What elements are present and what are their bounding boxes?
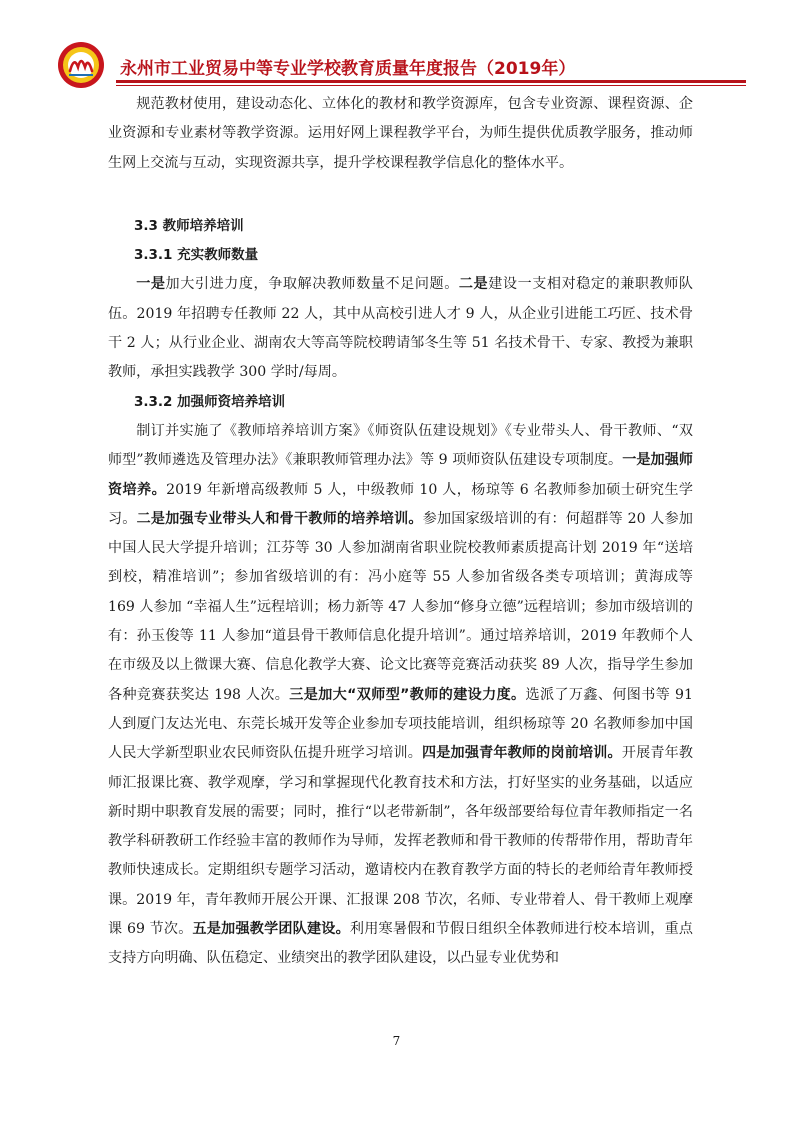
page-number: 7 xyxy=(392,1034,401,1048)
paragraph-text: 制订并实施了《教师培养培训方案》《师资队伍建设规划》《专业带头人、骨干教师、“双师型”教师遴选及管理办法》《兼职教师管理办法》等 9 项师资队伍建设专项制度。 xyxy=(108,422,693,469)
school-emblem-icon xyxy=(56,40,106,90)
paragraph-teaching-resources: 规范教材使用，建设动态化、立体化的教材和教学资源库，包含专业资源、课程资源、企业资源和专业素材等教学资源。运用好网上课程教学平台，为师生提供优质教学服务，推动师生网上交流与互动，实现资源共享，提升学校课程教学信息化的整体水平。 xyxy=(108,96,693,171)
section-heading-3-3: 3.3 教师培养培训 xyxy=(134,217,244,234)
report-title: 永州市工业贸易中等专业学校教育质量年度报告（2019年） xyxy=(120,59,576,79)
section-heading-3-3-1: 3.3.1 充实教师数量 xyxy=(134,247,259,264)
emphasis-text: 二是 xyxy=(458,276,489,293)
document-body xyxy=(108,90,693,974)
section-gap xyxy=(108,178,693,204)
paragraph-text: 开展青年教师汇报课比赛、教学观摩，学习和掌握现代化教育技术和方法，打好坚实的业务基础，以适应新时期中职教育发展的需要；同时，推行“以老带新制”，各年级部要给每位青年教师指定一名教学科研教研工作经验丰富的教师作为导师，发挥老教师和骨干教师的传帮带作用，帮助青年教师快速成长。定期组织专题学习活动，邀请校内在教育教学方面的特长的老师给青年教师授课。2019 年，青年教师开展公开课、汇报课 208 节次，名师、专业带着人、骨干教师上观摩课 69 节次。 xyxy=(108,745,694,938)
header-rule-thick xyxy=(116,80,746,83)
header-rule-thin xyxy=(116,85,746,86)
emphasis-text: 一是加强师资培养。 xyxy=(108,452,693,498)
paragraph-text: 参加国家级培训的有：何超群等 20 人参加中国人民大学提升培训；江芬等 30 人参加湖南省职业院校教师素质提高计划 2019 年“送培到校，精准培训”；参加省级培训的有：冯小庭等 55 人参加省级各类专项培训；黄海成等 169 人参加 “幸福人生”远程培训；杨力新等 47 人参加“修身立德”远程培训；参加市级培训的有：孙玉俊等 11 人参加“道县骨干教师信息化提升培训”。通过培养培训，2019 年教师个人在市级及以上微课大赛、信息化教学大赛、论文比赛等竞赛活动获奖 89 人次，指导学生参加各种竞赛获奖达 198 人次。 xyxy=(108,510,693,703)
emphasis-text: 三是加大“双师型”教师的建设力度。 xyxy=(289,686,526,703)
emphasis-text: 四是加强青年教师的岗前培训。 xyxy=(422,745,622,762)
paragraph-text: 选派了万鑫、何图书等 91 人到厦门友达光电、东莞长城开发等企业参加专项技能培训，组织杨琼等 20 名教师参加中国人民大学新型职业农民师资队伍提升班学习培训。 xyxy=(108,686,693,762)
paragraph-teacher-count xyxy=(108,270,693,387)
paragraph-text: 利用寒暑假和节假日组织全体教师进行校本培训，重点支持方向明确、队伍稳定、业绩突出的教学团队建设，以凸显专业优势和 xyxy=(108,921,694,967)
section-heading-3-3-2: 3.3.2 加强师资培养培训 xyxy=(134,393,286,410)
paragraph-teacher-training xyxy=(108,417,693,974)
emphasis-text: 一是 xyxy=(136,276,166,293)
page-header xyxy=(56,40,746,96)
emphasis-text: 五是加强教学团队建设。 xyxy=(192,921,350,938)
paragraph-text: 2019 年新增高级教师 5 人，中级教师 10 人，杨琼等 6 名教师参加硕士研究生学习。 xyxy=(108,481,694,527)
paragraph-text: 建设一支相对稳定的兼职教师队伍。2019 年招聘专任教师 22 人，其中从高校引进人才 9 人，从企业引进能工巧匠、技术骨干 2 人；从行业企业、湖南农大等高等院校聘请邹冬生等 51 名技术骨干、专家、教授为兼职教师，承担实践教学 300 学时/每周。 xyxy=(108,276,694,381)
emphasis-text: 二是加强专业带头人和骨干教师的培养培训。 xyxy=(136,510,423,527)
paragraph-text: 加大引进力度，争取解决教师数量不足问题。 xyxy=(165,276,459,293)
